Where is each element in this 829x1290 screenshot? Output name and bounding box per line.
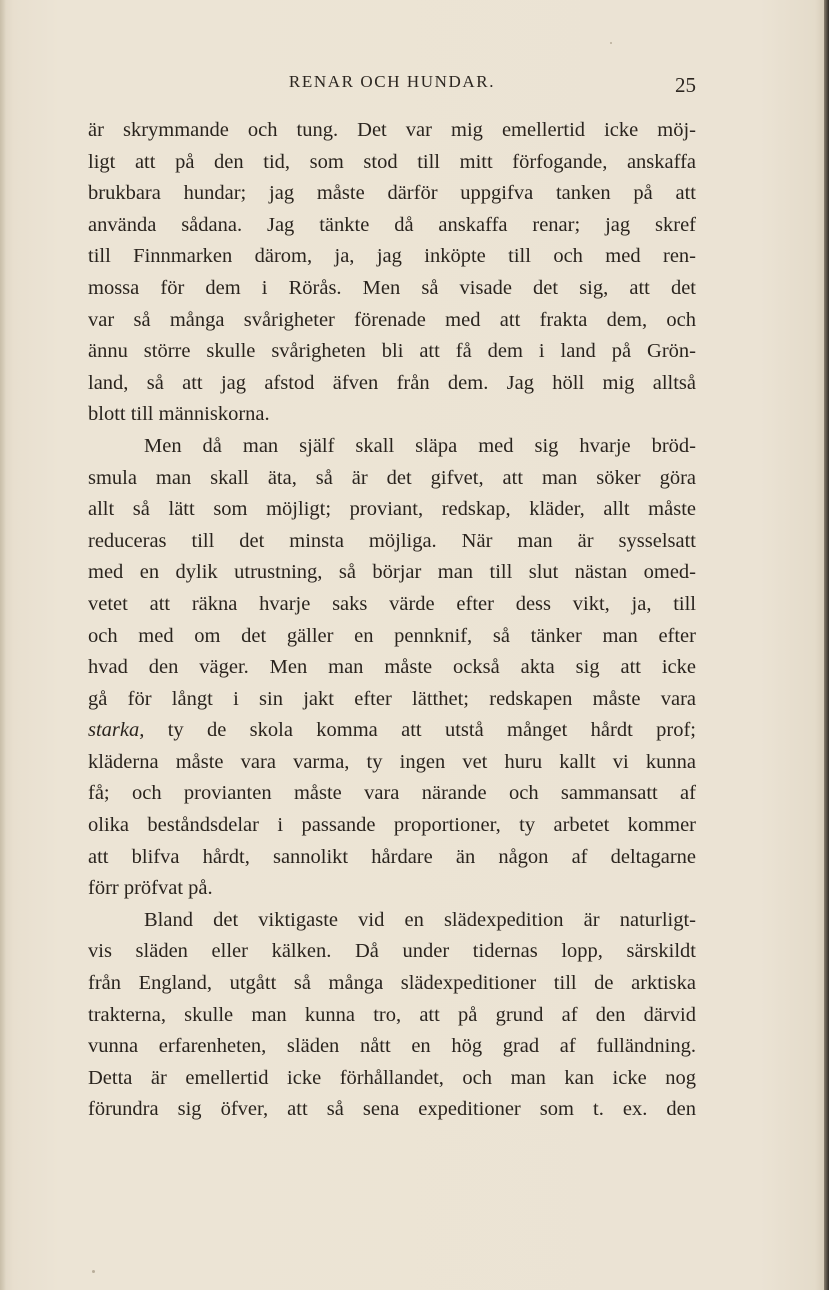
text-line: och med om det gäller en pennknif, så tänker man efter xyxy=(88,624,696,647)
page-number: 25 xyxy=(675,73,696,97)
text-line: olika beståndsdelar i passande proportioner, ty arbetet kommer xyxy=(88,814,696,837)
text-line: från England, utgått så många slädexpeditioner till de arktiska xyxy=(88,972,696,995)
text-line: att blifva hårdt, sannolikt hårdare än någon af deltagarne xyxy=(88,845,696,868)
emphasis-word: starka, xyxy=(88,719,145,742)
text-line: använda sådana. Jag tänkte då anskaffa renar; jag skref xyxy=(88,213,696,236)
text-line: reduceras till det minsta möjliga. När man är sysselsatt xyxy=(88,529,696,552)
text-line: smula man skall äta, så är det gifvet, att man söker göra xyxy=(88,466,696,489)
text-line: gå för långt i sin jakt efter lätthet; redskapen måste vara xyxy=(88,687,696,710)
running-head xyxy=(88,72,696,100)
text-line-with-emphasis xyxy=(88,715,696,747)
text-line: vetet att räkna hvarje saks värde efter dess vikt, ja, till xyxy=(88,592,696,615)
text-line: vis släden eller kälken. Då under tidernas lopp, särskildt xyxy=(88,940,696,963)
text-line: kläderna måste vara varma, ty ingen vet huru kallt vi kunna xyxy=(88,750,696,773)
text-line: förundra sig öfver, att så sena expeditioner som t. ex. den xyxy=(88,1098,696,1121)
running-title: RENAR OCH HUNDAR. xyxy=(288,72,496,91)
text-line: Men då man själf skall släpa med sig hvarje bröd- xyxy=(144,434,696,457)
text-line: hvad den väger. Men man måste också akta sig att icke xyxy=(88,656,696,679)
line-remainder: ty de skola komma att utstå månget hårdt prof; xyxy=(144,719,696,742)
text-line: få; och provianten måste vara närande och sammansatt af xyxy=(88,782,696,805)
text-line: med en dylik utrustning, så börjar man till slut nästan omed- xyxy=(88,561,696,584)
text-line: ligt att på den tid, som stod till mitt förfogande, anskaffa xyxy=(88,150,696,173)
text-line: Detta är emellertid icke förhållandet, och man kan icke nog xyxy=(88,1066,696,1089)
paper-speck xyxy=(92,1270,95,1273)
text-line: trakterna, skulle man kunna tro, att på grund af den därvid xyxy=(88,1003,696,1026)
text-line: land, så att jag afstod äfven från dem. Jag höll mig alltså xyxy=(88,371,696,394)
gutter-shadow xyxy=(0,0,6,1290)
text-line: allt så lätt som möjligt; proviant, redskap, kläder, allt måste xyxy=(88,498,696,521)
text-line: till Finnmarken därom, ja, jag inköpte till och med ren- xyxy=(88,245,696,268)
text-line: förr pröfvat på. xyxy=(88,877,213,900)
text-line: var så många svårigheter förenade med att frakta dem, och xyxy=(88,308,696,331)
text-line: ännu större skulle svårigheten bli att få dem i land på Grön- xyxy=(88,340,696,363)
text-line: brukbara hundar; jag måste därför uppgifva tanken på att xyxy=(88,182,696,205)
text-line: blott till människorna. xyxy=(88,403,270,426)
text-line: vunna erfarenheten, släden nått en hög grad af fulländning. xyxy=(88,1035,696,1058)
page-edge xyxy=(824,0,829,1290)
text-line: mossa för dem i Rörås. Men så visade det sig, att det xyxy=(88,276,696,299)
body-text xyxy=(88,115,696,1126)
paper-speck xyxy=(610,42,612,44)
text-line: Bland det viktigaste vid en slädexpedition är naturligt- xyxy=(144,908,696,931)
text-line: är skrymmande och tung. Det var mig emellertid icke möj- xyxy=(88,119,696,141)
